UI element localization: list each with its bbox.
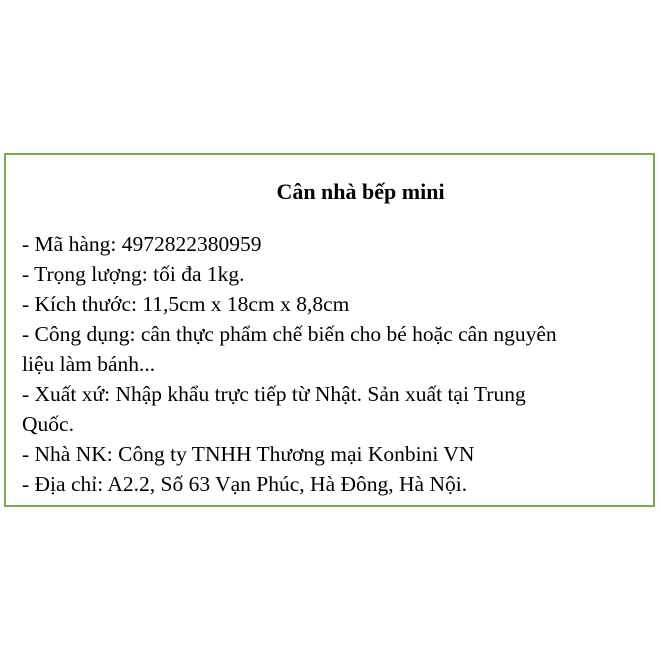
detail-line-usage-continued: liệu làm bánh...: [22, 352, 156, 376]
product-info-box: [4, 153, 655, 507]
detail-line-dimensions: - Kích thước: 11,5cm x 18cm x 8,8cm: [22, 292, 350, 316]
detail-line-usage: - Công dụng: cân thực phẩm chế biến cho bé hoặc cân nguyên: [22, 322, 557, 346]
product-details: [22, 229, 557, 499]
detail-line-address: - Địa chỉ: A2.2, Số 63 Vạn Phúc, Hà Đông, Hà Nội.: [22, 472, 468, 496]
detail-line-weight: - Trọng lượng: tối đa 1kg.: [22, 262, 245, 286]
detail-line-origin: - Xuất xứ: Nhập khẩu trực tiếp từ Nhật. Sản xuất tại Trung: [22, 382, 526, 406]
detail-line-product-code: - Mã hàng: 4972822380959: [22, 232, 262, 256]
product-title: Cân nhà bếp mini: [276, 179, 445, 204]
detail-line-importer: - Nhà NK: Công ty TNHH Thương mại Konbini VN: [22, 442, 475, 466]
detail-line-origin-continued: Quốc.: [22, 412, 74, 436]
